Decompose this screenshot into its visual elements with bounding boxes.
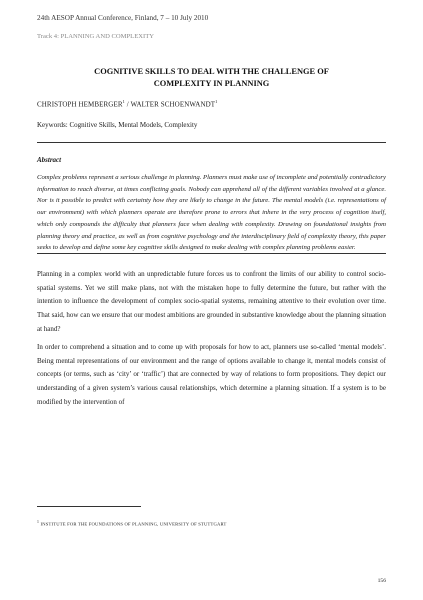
footnote [37, 520, 227, 527]
divider [37, 142, 386, 143]
running-header-track: Track 4: PLANNING AND COMPLEXITY [37, 33, 154, 40]
title-line-2: COMPLEXITY IN PLANNING [153, 78, 270, 88]
footnote-marker: 1 [215, 99, 218, 104]
abstract-body: Complex problems represent a serious challenge in planning. Planners must make use of incomplete and potentially contradictory information to reach diverse, at times conflicting goals. Nobody can apprehend all of the different variables involved at a glance. Nor is it possible to predict with certainty how they are likely to change in the future. The mental models (i.e. representations of our environment) with which planners operate are therefore prone to errors that inhere in the very process of cognition itself, which only compounds the difficulty that planners face when dealing with complexity. Drawing on foundational insights from planning theory and practice, as well as from cognitive psychology and the interdisciplinary field of complexity theory, this paper seeks to develop and define some key cognitive skills designed to make dealing with complex planning problems easier. [37, 174, 386, 252]
divider [37, 253, 386, 254]
author-name: CHRISTOPH HEMBERGER [37, 100, 123, 109]
running-header-conference: 24th AESOP Annual Conference, Finland, 7 – 10 July 2010 [37, 14, 209, 22]
title-line-1: COGNITIVE SKILLS TO DEAL WITH THE CHALLENGE OF [94, 67, 329, 76]
author-line [37, 99, 218, 108]
keywords: Keywords: Cognitive Skills, Mental Models, Complexity [37, 121, 198, 129]
footnote-divider [37, 506, 141, 507]
footnote-marker: 1 [37, 520, 40, 524]
author-separator: / [124, 100, 131, 109]
footnote-marker: 1 [122, 99, 125, 104]
author-name: WALTER SCHOENWANDT [130, 100, 216, 109]
abstract-heading: Abstract [37, 156, 62, 164]
paper-title [37, 66, 386, 89]
footnote-text: INSTITUTE FOR THE FOUNDATIONS OF PLANNING, UNIVERSITY OF STUTTGART [40, 521, 227, 527]
body-paragraph: Planning in a complex world with an unpredictable future forces us to confront the limits of our ability to control socio-spatial systems. Yet we still make plans, not with the mistaken hope to fully determine the future, but rather with the intention to influence the development of complex socio-spatial systems, remaining attentive to their evolution over time. That said, how can we ensure that our modest ambitions are grounded in substantive knowledge about the planning situation at hand? [37, 270, 386, 333]
page-number: 156 [377, 578, 386, 584]
body-paragraph: In order to comprehend a situation and to come up with proposals for how to act, planners use so-called ‘mental models’. Being mental representations of our environment and the range of options available to change it, mental models consist of concepts (or terms, such as ‘city’ or ‘traffic’) that are connected by way of relations to form propositions. They depict our understanding of a given system’s various causal relationships, which determine a planning situation. If a system is to be modified by the intervention of [37, 343, 386, 406]
